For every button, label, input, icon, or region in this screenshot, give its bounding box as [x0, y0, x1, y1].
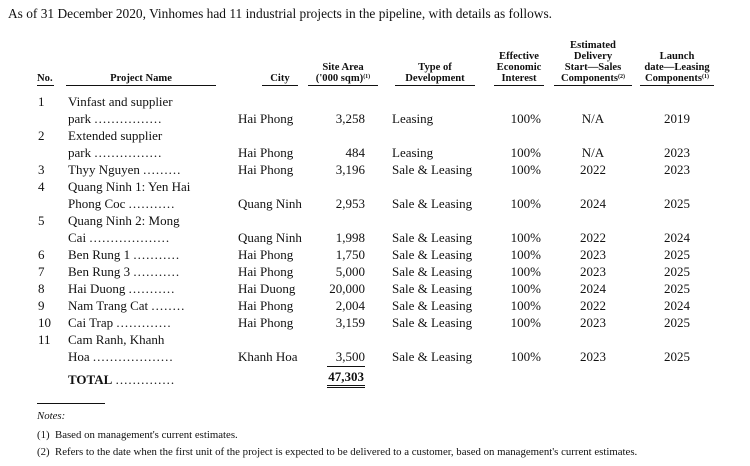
- header-site-area: Site Area ('000 sqm)$^{(1)}$: [308, 62, 378, 86]
- header-effective-economic-interest: Effective Economic Interest: [494, 51, 544, 86]
- project-name: Ben Rung 3 ...........: [68, 264, 181, 279]
- leader-dots: .............: [116, 315, 172, 330]
- row-number: 10: [38, 315, 51, 330]
- project-name: Hoa ...................: [68, 349, 174, 364]
- type-of-development: Sale & Leasing: [392, 298, 473, 313]
- site-area: 2,953: [335, 196, 365, 211]
- leader-dots: ................: [94, 111, 163, 126]
- site-area: 3,258: [335, 111, 365, 126]
- header-type-of-development: Type of Development: [395, 62, 475, 86]
- economic-interest: 100%: [510, 349, 541, 364]
- project-city: Hai Phong: [238, 264, 294, 279]
- launch-date: 2023: [664, 145, 690, 160]
- row-number: 8: [38, 281, 45, 296]
- row-number: 6: [38, 247, 45, 262]
- project-city: Hai Phong: [238, 162, 294, 177]
- project-name: park ................: [68, 145, 163, 160]
- launch-date: 2023: [664, 162, 690, 177]
- leader-dots: .........: [143, 162, 182, 177]
- leader-dots: ...........: [133, 264, 181, 279]
- row-number: 2: [38, 128, 45, 143]
- project-name: Cai ...................: [68, 230, 171, 245]
- type-of-development: Leasing: [392, 145, 434, 160]
- project-name: Ben Rung 1 ...........: [68, 247, 181, 262]
- header-launch-date: Launch date—Leasing Components$^{(1)}$: [640, 51, 714, 86]
- project-name: Quang Ninh 1: Yen Hai: [68, 179, 191, 194]
- type-of-development: Sale & Leasing: [392, 349, 473, 364]
- intro-paragraph: As of 31 December 2020, Vinhomes had 11 industrial projects in the pipeline, with details as follows.: [8, 6, 553, 21]
- economic-interest: 100%: [510, 298, 541, 313]
- delivery-start: 2022: [580, 298, 606, 313]
- project-city: Quang Ninh: [238, 230, 302, 245]
- project-name: Extended supplier: [68, 128, 163, 143]
- delivery-start: 2024: [580, 196, 606, 211]
- header-project-name: Project Name: [66, 73, 216, 86]
- site-area: 5,000: [335, 264, 365, 279]
- economic-interest: 100%: [510, 264, 541, 279]
- row-number: 9: [38, 298, 45, 313]
- row-number: 3: [38, 162, 45, 177]
- delivery-start: 2024: [580, 281, 606, 296]
- note-1: (1) Based on management's current estimates.: [37, 429, 238, 441]
- leader-dots: ................: [94, 145, 163, 160]
- delivery-start: 2023: [580, 349, 606, 364]
- launch-date: 2024: [664, 298, 690, 313]
- project-name: Quang Ninh 2: Mong: [68, 213, 180, 228]
- economic-interest: 100%: [510, 162, 541, 177]
- delivery-start: 2022: [580, 162, 606, 177]
- delivery-start: N/A: [581, 111, 605, 126]
- launch-date: 2025: [664, 264, 690, 279]
- economic-interest: 100%: [510, 145, 541, 160]
- type-of-development: Sale & Leasing: [392, 247, 473, 262]
- project-city: Khanh Hoa: [238, 349, 298, 364]
- project-city: Hai Phong: [238, 298, 294, 313]
- site-area: 3,159: [335, 315, 365, 330]
- project-city: Quang Ninh: [238, 196, 302, 211]
- delivery-start: 2023: [580, 315, 606, 330]
- leader-dots: ...........: [128, 281, 176, 296]
- project-city: Hai Phong: [238, 145, 294, 160]
- project-city: Hai Duong: [238, 281, 296, 296]
- project-name: Phong Coc ...........: [68, 196, 176, 211]
- launch-date: 2025: [664, 196, 690, 211]
- economic-interest: 100%: [510, 196, 541, 211]
- site-area: 1,750: [335, 247, 365, 262]
- launch-date: 2019: [664, 111, 690, 126]
- project-name: park ................: [68, 111, 163, 126]
- launch-date: 2025: [664, 349, 690, 364]
- site-area: 3,196: [335, 162, 365, 177]
- launch-date: 2024: [664, 230, 690, 245]
- header-no: No.: [37, 73, 53, 84]
- row-number: 7: [38, 264, 45, 279]
- row-number: 11: [38, 332, 51, 347]
- total-site-area: 47,303: [325, 369, 365, 384]
- site-area: 1,998: [335, 230, 365, 245]
- leader-dots: ...........: [128, 196, 176, 211]
- delivery-start: 2023: [580, 247, 606, 262]
- delivery-start: N/A: [581, 145, 605, 160]
- leader-dots: ...........: [133, 247, 181, 262]
- project-name: Cam Ranh, Khanh: [68, 332, 165, 347]
- row-number: 4: [38, 179, 45, 194]
- site-area: 20,000: [329, 281, 365, 296]
- leader-dots: ...................: [92, 349, 174, 364]
- site-area: 484: [345, 145, 365, 160]
- launch-date: 2025: [664, 247, 690, 262]
- type-of-development: Sale & Leasing: [392, 264, 473, 279]
- leader-dots: ...................: [89, 230, 171, 245]
- site-area: 3,500: [335, 349, 365, 364]
- notes-divider: [37, 403, 105, 404]
- economic-interest: 100%: [510, 247, 541, 262]
- type-of-development: Sale & Leasing: [392, 162, 473, 177]
- delivery-start: 2022: [580, 230, 606, 245]
- type-of-development: Sale & Leasing: [392, 230, 473, 245]
- delivery-start: 2023: [580, 264, 606, 279]
- header-city: City: [262, 73, 298, 86]
- project-name: Cai Trap .............: [68, 315, 172, 330]
- site-area: 2,004: [335, 298, 365, 313]
- project-city: Hai Phong: [238, 247, 294, 262]
- project-name: Nam Trang Cat ........: [68, 298, 186, 313]
- launch-date: 2025: [664, 315, 690, 330]
- type-of-development: Leasing: [392, 111, 434, 126]
- row-number: 1: [38, 94, 45, 109]
- total-label: TOTAL ..............: [68, 372, 176, 387]
- economic-interest: 100%: [510, 315, 541, 330]
- launch-date: 2025: [664, 281, 690, 296]
- notes-title: Notes:: [37, 410, 66, 422]
- economic-interest: 100%: [510, 230, 541, 245]
- economic-interest: 100%: [510, 281, 541, 296]
- type-of-development: Sale & Leasing: [392, 315, 473, 330]
- type-of-development: Sale & Leasing: [392, 196, 473, 211]
- row-number: 5: [38, 213, 45, 228]
- project-city: Hai Phong: [238, 315, 294, 330]
- project-name: Vinfast and supplier: [68, 94, 173, 109]
- project-name: Hai Duong ...........: [68, 281, 176, 296]
- type-of-development: Sale & Leasing: [392, 281, 473, 296]
- leader-dots: ........: [151, 298, 186, 313]
- project-name: Thyy Nguyen .........: [68, 162, 182, 177]
- header-estimated-delivery: Estimated Delivery Start—Sales Components$^{(2)}$: [554, 40, 632, 86]
- project-city: Hai Phong: [238, 111, 294, 126]
- note-2: (2) Refers to the date when the first unit of the project is expected to be delivered to a customer, based on management's current estimates.: [37, 446, 638, 458]
- economic-interest: 100%: [510, 111, 541, 126]
